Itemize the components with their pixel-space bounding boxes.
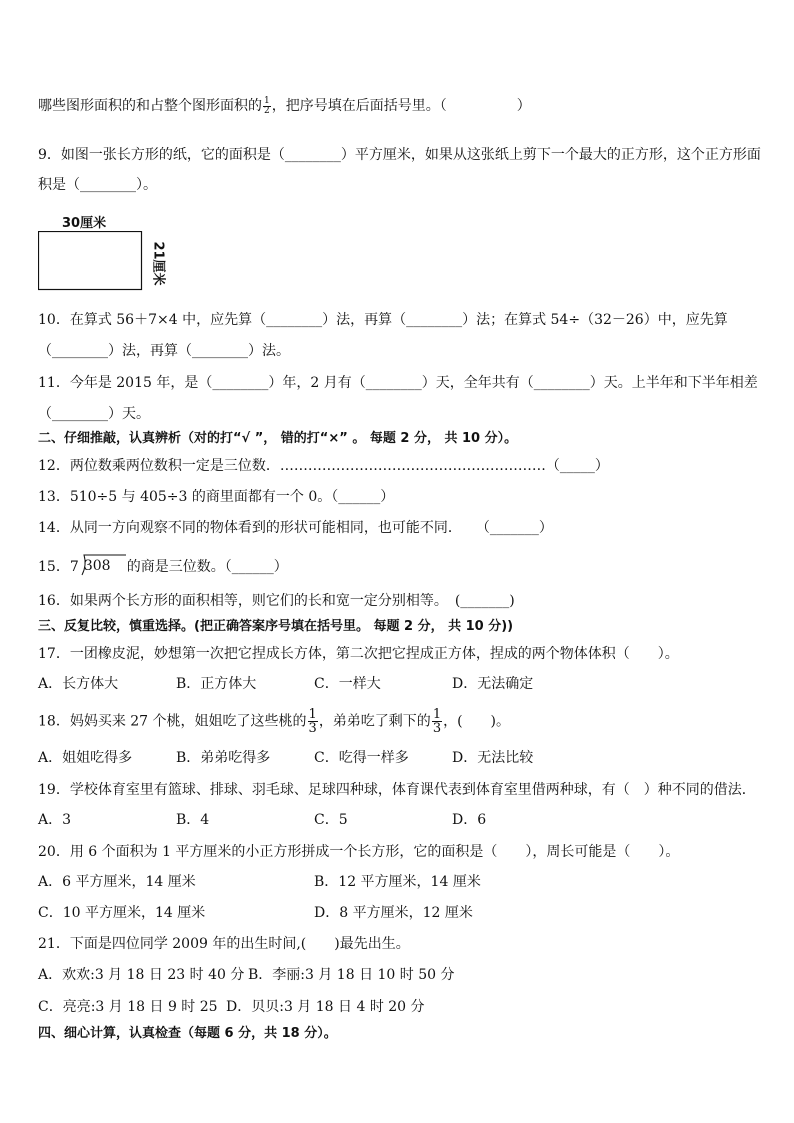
question-8-tail (38, 96, 531, 116)
question-8-suffix: ，把序号填在后面括号里。（ ） (271, 98, 531, 114)
question-14: 14．从同一方向观察不同的物体看到的形状可能相同，也可能不同． （_______） (38, 520, 553, 536)
question-15 (38, 556, 288, 578)
section-3-heading: 三、反复比较，慎重选择。(把正确答案序号填在括号里。 每题 2 分， 共 10 分)) (38, 619, 514, 634)
question-13: 13．510÷5 与 405÷3 的商里面都有一个 0。（______） (38, 489, 395, 505)
question-10-line1: 10．在算式 56＋7×4 中，应先算（________）法，再算（________）法；在算式 54÷（32－26）中，应先算 (38, 312, 728, 328)
fraction-one-half: $\frac{1}{2}$ (264, 95, 270, 116)
q17-option-b: B．正方体大 (176, 676, 257, 692)
section-4-heading: 四、细心计算，认真检查（每题 6 分，共 18 分）。 (38, 1026, 337, 1041)
q18-option-d: D．无法比较 (452, 750, 534, 766)
question-16: 16．如果两个长方形的面积相等，则它们的长和宽一定分别相等。 (_______) (38, 593, 515, 609)
question-18-part3: ，( )。 (443, 713, 511, 730)
q20-option-d: D．8 平方厘米，12 厘米 (314, 905, 473, 921)
fraction-one-third-2: $\frac{1}{3}$ (432, 707, 442, 736)
question-18-part1: 18．妈妈买来 27 个桃，姐姐吃了这些桃的 (38, 713, 307, 730)
q18-option-a: A．姐姐吃得多 (38, 750, 133, 766)
q19-option-b: B．4 (176, 812, 210, 828)
question-12: 12．两位数乘两位数积一定是三位数．…………………………………………………（_____） (38, 458, 609, 474)
q21-option-a: A．欢欢:3 月 18 日 23 时 40 分 (38, 967, 245, 983)
question-11-line2: （________）天。 (38, 406, 150, 422)
q17-option-d: D．无法确定 (452, 676, 534, 692)
q19-option-d: D．6 (452, 812, 487, 828)
dividend: 308 (83, 558, 111, 574)
question-15-prefix: 15． (38, 559, 70, 575)
question-9-line1: 9．如图一张长方形的纸，它的面积是（________）平方厘米，如果从这张纸上剪下一个最大的正方形，这个正方形面 (38, 147, 761, 163)
question-15-suffix: 的商是三位数。（______） (126, 559, 288, 575)
q21-option-b: B．李丽:3 月 18 日 10 时 50 分 (248, 967, 455, 983)
question-18-stem (38, 708, 510, 735)
q18-option-c: C．吃得一样多 (314, 750, 409, 766)
q21-option-c: C．亮亮:3 月 18 日 9 时 25 (38, 999, 218, 1015)
question-11-line1: 11．今年是 2015 年，是（________）年，2 月有（________）天，全年共有（________）天。上半年和下半年相差 (38, 375, 758, 391)
fraction-one-third: $\frac{1}{3}$ (308, 707, 317, 736)
q21-option-d: D．贝贝:3 月 18 日 4 时 20 分 (226, 999, 425, 1015)
question-9-line2: 积是（________）。 (38, 177, 157, 193)
q20-option-a: A．6 平方厘米，14 厘米 (38, 874, 196, 890)
long-division (70, 556, 127, 578)
question-10-line2: （________）法，再算（________）法。 (38, 343, 290, 359)
q20-option-b: B．12 平方厘米，14 厘米 (314, 874, 481, 890)
question-18-part2: ，弟弟吃了剩下的 (318, 713, 431, 730)
rectangle-shape (38, 231, 148, 293)
question-19-stem: 19．学校体育室里有篮球、排球、羽毛球、足球四种球，体育课代表到体育室里借两种球，有（ ）种不同的借法． (38, 782, 756, 798)
question-21-stem: 21．下面是四位同学 2009 年的出生时间,( )最先出生。 (38, 936, 410, 952)
section-2-heading: 二、仔细推敲，认真辨析（对的打“√ ”， 错的打“×” 。 每题 2 分， 共 10 分）。 (38, 431, 518, 446)
question-20-stem: 20．用 6 个面积为 1 平方厘米的小正方形拼成一个长方形，它的面积是（ ），周长可能是（ ）。 (38, 844, 680, 860)
q17-option-a: A．长方体大 (38, 676, 119, 692)
question-8-prefix: 哪些图形面积的和占整个图形面积的 (38, 98, 262, 114)
question-17-stem: 17．一团橡皮泥，妙想第一次把它捏成长方体，第二次把它捏成正方体，捏成的两个物体体积（ ）。 (38, 646, 679, 662)
divisor: 7 (69, 559, 79, 575)
q19-option-a: A．3 (38, 812, 72, 828)
figure-width-label: 30厘米 (62, 216, 107, 231)
figure-height-label: 21厘米 (150, 241, 166, 286)
q19-option-c: C．5 (314, 812, 348, 828)
q17-option-c: C．一样大 (314, 676, 381, 692)
q20-option-c: C．10 平方厘米，14 厘米 (38, 905, 206, 921)
q18-option-b: B．弟弟吃得多 (176, 750, 271, 766)
